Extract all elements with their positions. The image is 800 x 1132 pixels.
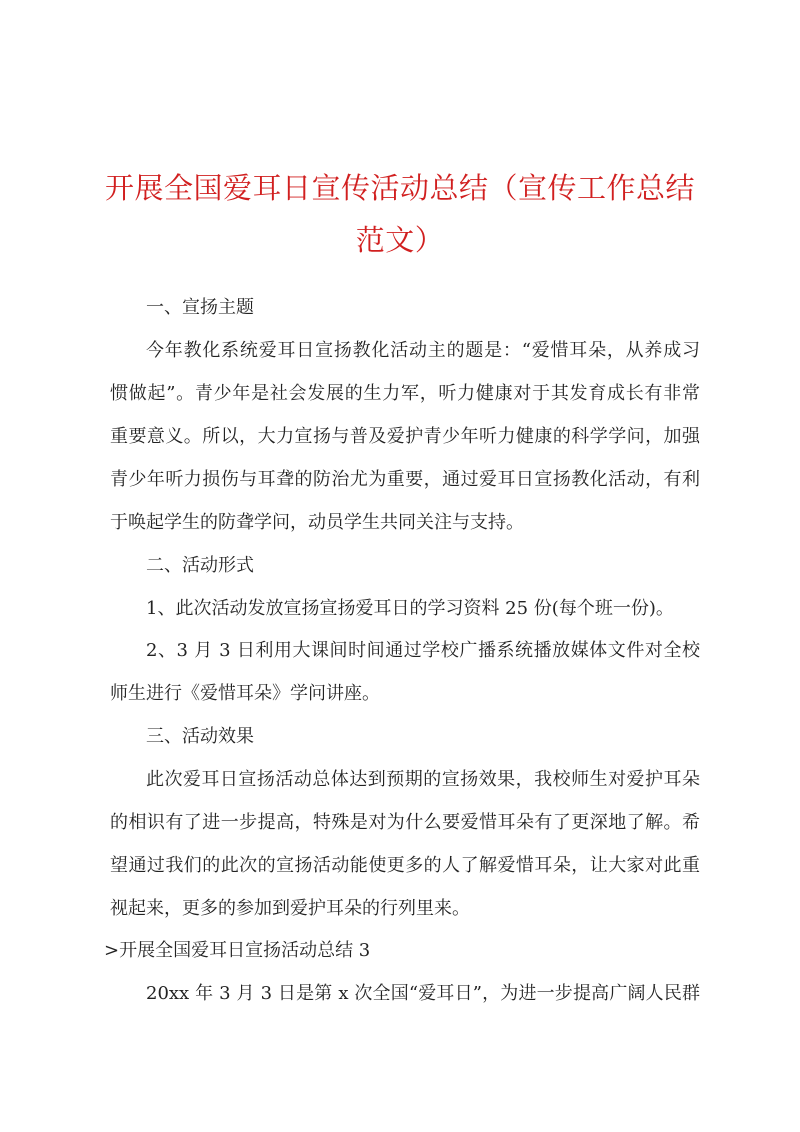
paragraph-line: 青少年听力损伤与耳聋的防治尤为重要，通过爱耳日宣扬教化活动，有利 — [110, 469, 700, 490]
list-item: 2、3 月 3 日利用大课间时间通过学校广播系统播放媒体文件对全校 — [146, 640, 700, 661]
paragraph-line: 望通过我们的此次的宣扬活动能使更多的人了解爱惜耳朵，让大家对此重 — [110, 855, 700, 876]
paragraph-line: 惯做起”。青少年是社会发展的生力军，听力健康对于其发育成长有非常 — [110, 383, 700, 404]
title-line-1: 开展全国爱耳日宣传活动总结（宣传工作总结 — [104, 171, 695, 205]
paragraph-line: 此次爱耳日宣扬活动总体达到预期的宣扬效果，我校师生对爱护耳朵 — [146, 769, 700, 790]
document-title — [96, 162, 704, 266]
section-heading-theme: 一、宣扬主题 — [146, 297, 254, 318]
list-item: 1、此次活动发放宣扬宣扬爱耳日的学习资料 25 份(每个班一份)。 — [146, 598, 674, 619]
paragraph-line: 20xx 年 3 月 3 日是第 x 次全国“爱耳日”，为进一步提高广阔人民群 — [146, 983, 700, 1004]
paragraph-line: 视起来，更多的参加到爱护耳朵的行列里来。 — [110, 898, 470, 919]
paragraph-line: 于唤起学生的防聋学问，动员学生共同关注与支持。 — [110, 512, 524, 533]
list-item-continuation: 师生进行《爱惜耳朵》学问讲座。 — [110, 683, 380, 704]
section-heading-effect: 三、活动效果 — [146, 726, 254, 747]
section-heading-form: 二、活动形式 — [146, 555, 254, 576]
paragraph-line: 重要意义。所以，大力宣扬与普及爱护青少年听力健康的科学学问，加强 — [110, 426, 700, 447]
paragraph-line: 今年教化系统爱耳日宣扬教化活动主的题是：“爱惜耳朵，从养成习 — [146, 340, 700, 361]
title-line-2: 范文） — [355, 223, 445, 257]
next-article-title: >开展全国爱耳日宣扬活动总结 3 — [104, 940, 371, 961]
paragraph-line: 的相识有了进一步提高，特殊是对为什么要爱惜耳朵有了更深地了解。希 — [110, 812, 700, 833]
